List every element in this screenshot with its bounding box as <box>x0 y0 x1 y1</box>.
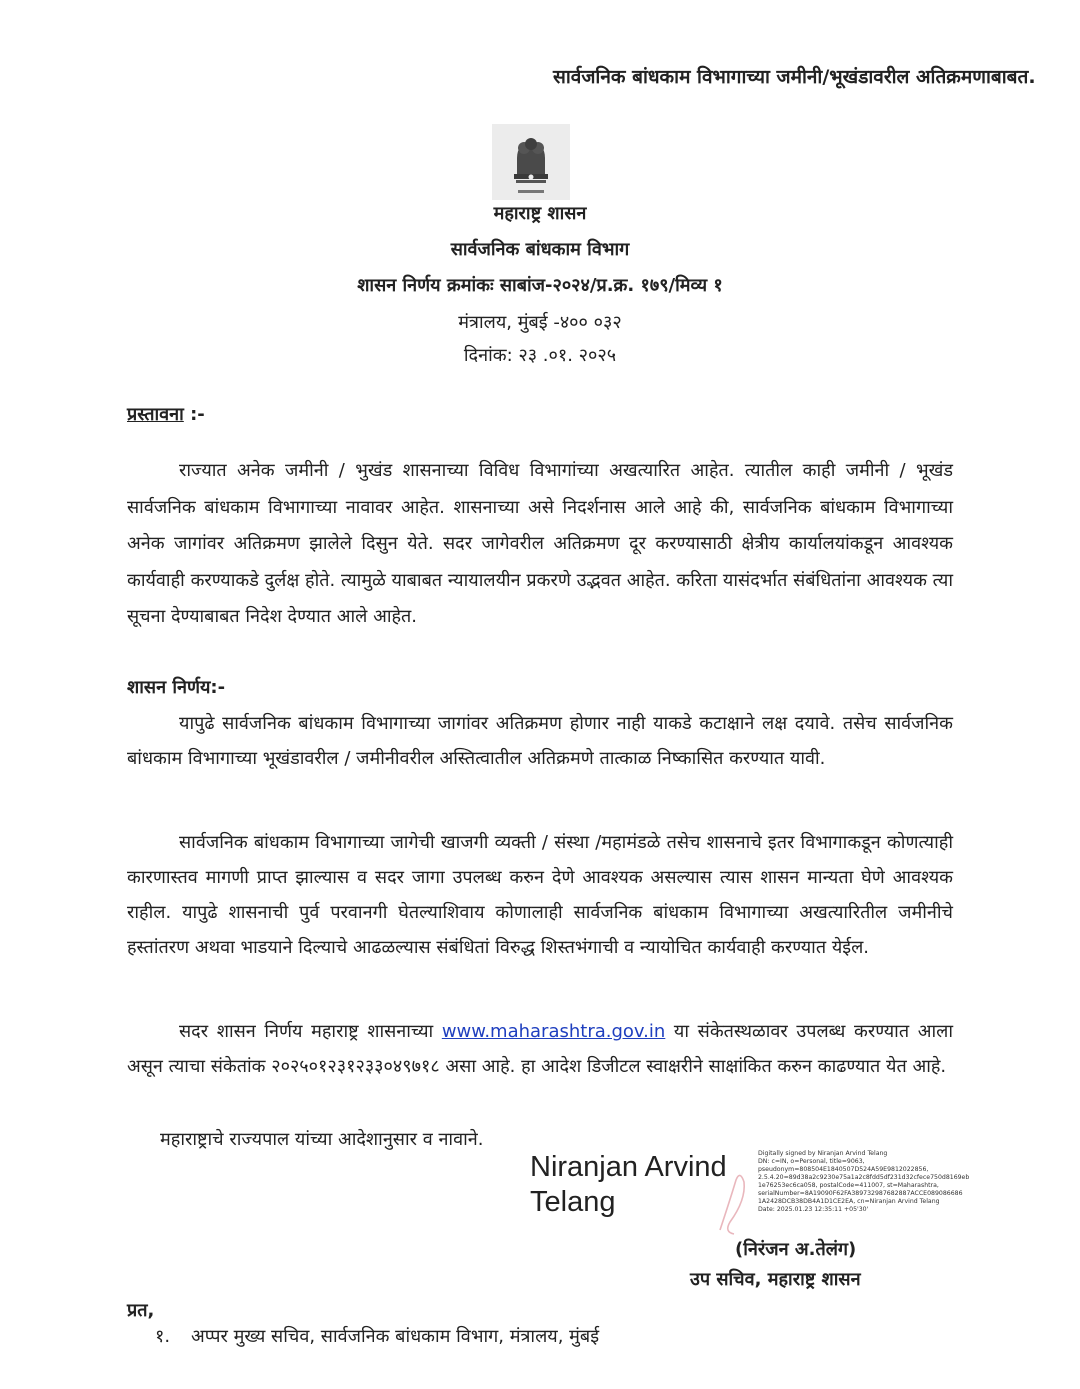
preamble-heading <box>127 401 205 429</box>
government-name: महाराष्ट्र शासन <box>493 203 587 224</box>
gr-number: शासन निर्णय क्रमांकः साबांज-२०२४/प्र.क्र. १७९/मिव्य १ <box>357 275 723 296</box>
decision-heading: शासन निर्णय:- <box>127 677 226 698</box>
department-name: सार्वजनिक बांधकाम विभाग <box>450 239 630 260</box>
decision-paragraph-2: सार्वजनिक बांधकाम विभागाच्या जागेची खाजगी व्यक्ती / संस्था /महामंडळे तसेच शासनाचे इतर विभागाकडून कोणत्याही कारणास्तव मागणी प्राप्त झाल्यास व सदर जागा उपलब्ध करुन देणे आवश्यक असल्यास त्यास शासन मान्यता घेणे आवश्यक राहील. यापुढे शासनाची पुर्व परवानगी घेतल्याशिवाय कोणालाही सार्वजनिक बांधकाम विभागाच्या अखत्यारितील जमीनीचे हस्तांतरण अथवा भाडयाने दिल्याचे आढळल्यास संबंधितां विरुद्ध शिस्तभंगाची व न्यायोचित कार्यवाही करण्यात येईल. <box>127 832 953 958</box>
preamble-paragraph: राज्यात अनेक जमीनी / भुखंड शासनाच्या विविध विभागांच्या अखत्यारित आहेत. त्यातील काही जमीनी / भूखंड सार्वजनिक बांधकाम विभागाच्या नावावर आहेत. शासनाच्या असे निदर्शनास आले आहे की, सार्वजनिक बांधकाम विभागाच्या अनेक जागांवर अतिक्रमण झालेले दिसुन येते. सदर जागेवरील अतिक्रमण दूर करण्यासाठी क्षेत्रीय कार्यालयांकडून आवश्यक कार्यवाही करण्याकडे दुर्लक्ष होते. त्यामुळे याबाबत न्यायालयीन प्रकरणे उद्भवत आहेत. करिता यासंदर्भात संबंधितांना आवश्यक त्या सूचना देण्याबाबत निदेश देण्यात आले आहेत. <box>127 460 953 627</box>
list-item-text: अप्पर मुख्य सचिव, सार्वजनिक बांधकाम विभाग, मंत्रालय, मुंबई <box>191 1326 600 1347</box>
preamble-heading-suffix: :- <box>183 404 205 425</box>
list-item-number: १. <box>155 1326 171 1347</box>
signer-designation: उप सचिव, महाराष्ट्र शासन <box>690 1269 861 1290</box>
digital-signature-details: Digitally signed by Niranjan Arvind Telang DN: c=IN, o=Personal, title=9063, pseudonym=808504E1840507D524A59E9812022856, 2.5.4.20=89d38a2c9230e75a1a2c8fdd5df231d32cfece750d8169eb 1e76253ec6ca058, postalCode=411007, st=Maharashtra, serialNumber=8A19090F62FA389732987682887ACCE089086686 1A2428DCB38DB4A1D1CE2EA, cn=Niranjan Arvind Telang Date: 2025.01.23 12:35:11 +05'30' <box>758 1150 970 1213</box>
digital-signature-mark-icon <box>700 1160 760 1240</box>
signature-name-line-2: Telang <box>530 1186 616 1218</box>
decision-paragraph-3 <box>127 1014 953 1084</box>
list-item <box>155 1323 599 1351</box>
place-line: मंत्रालय, मुंबई -४०० ०३२ <box>458 312 622 333</box>
state-emblem-icon <box>492 124 570 200</box>
signature-name-line-1: Niranjan Arvind <box>530 1151 727 1183</box>
paragraph-3-text-end: या संकेतस्थळावर उपलब्ध करण्यात आला असून त्याचा संकेतांक २०२५०१२३१२३३०४९७१८ असा आहे. हा आदेश डिजीटल स्वाक्षरीने साक्षांकित करुन काढण्यात येत आहे. <box>127 1021 953 1077</box>
subject-line: सार्वजनिक बांधकाम विभागाच्या जमीनी/भूखंडावरील अतिक्रमणाबाबत. <box>553 66 1036 88</box>
signer-name: (निरंजन अ.तेलंग) <box>735 1239 857 1260</box>
closing-line: महाराष्ट्राचे राज्यपाल यांच्या आदेशानुसार व नावाने. <box>160 1129 484 1150</box>
website-link[interactable]: www.maharashtra.gov.in <box>441 1021 666 1042</box>
copy-heading: प्रत, <box>127 1300 155 1321</box>
date-line: दिनांक: २३ .०१. २०२५ <box>463 345 617 366</box>
preamble-heading-text: प्रस्तावना <box>127 404 184 425</box>
decision-paragraph-1: यापुढे सार्वजनिक बांधकाम विभागाच्या जागांवर अतिक्रमण होणार नाही याकडे कटाक्षाने लक्ष दयावे. तसेच सार्वजनिक बांधकाम विभागाच्या भूखंडावरील / जमीनीवरील अस्तित्वातील अतिक्रमणे तात्काळ निष्कासित करण्यात यावी. <box>127 713 953 769</box>
paragraph-3-text-start: सदर शासन निर्णय महाराष्ट्र शासनाच्या <box>179 1021 442 1042</box>
